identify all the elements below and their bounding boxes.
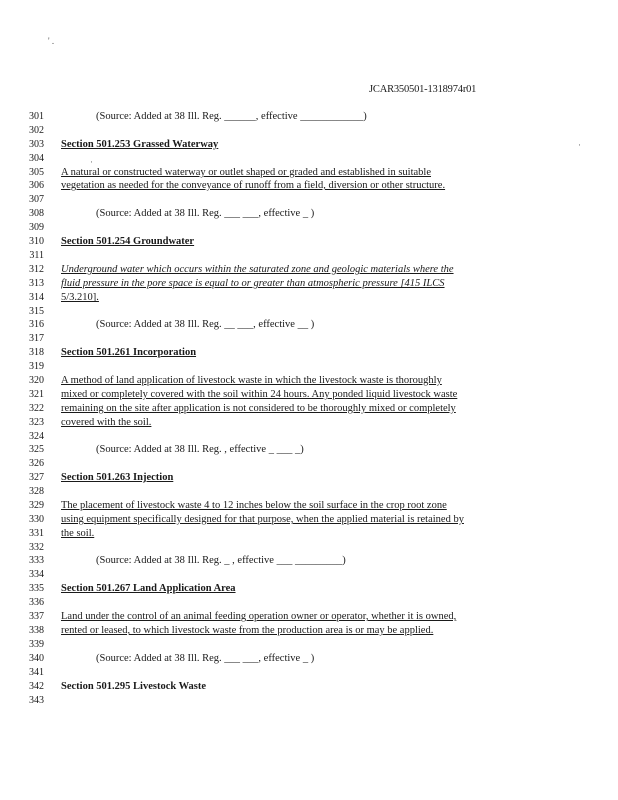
- line-number: 311: [29, 250, 44, 261]
- line-number: 302: [29, 125, 44, 136]
- underlined-text: covered with the soil.: [61, 417, 152, 428]
- underlined-text: 5/3.210].: [61, 292, 99, 303]
- definition-line: [61, 375, 526, 387]
- line-number: 324: [29, 431, 44, 442]
- line-number: 327: [29, 472, 44, 483]
- line-number: 322: [29, 403, 44, 414]
- line-number: 317: [29, 333, 44, 344]
- source-note: (Source: Added at 38 Ill. Reg. __ ___, effective __ ): [96, 319, 315, 330]
- line-number: 323: [29, 417, 44, 428]
- definition-line: [61, 403, 526, 415]
- line-number: 309: [29, 222, 44, 233]
- line-number: 334: [29, 569, 44, 580]
- line-number: 329: [29, 500, 44, 511]
- line-number: 343: [29, 695, 44, 706]
- italic-underlined-text: fluid pressure in the pore space is equal to or greater than atmospheric pressure [415 ILCS: [61, 278, 445, 289]
- source-note: (Source: Added at 38 Ill. Reg. _ , effective ___ _________): [96, 555, 346, 566]
- definition-line: [61, 389, 526, 401]
- line-number: 330: [29, 514, 44, 525]
- definition-line: [61, 514, 526, 526]
- line-number: 314: [29, 292, 44, 303]
- line-number: 338: [29, 625, 44, 636]
- section-title-livestock-waste: Section 501.295 Livestock Waste: [61, 681, 207, 692]
- section-title-incorporation: Section 501.261 Incorporation: [61, 347, 197, 358]
- underlined-text: vegetation as needed for the conveyance of runoff from a field, diversion or other structure.: [61, 180, 446, 191]
- underlined-text: the soil.: [61, 528, 95, 539]
- source-note: (Source: Added at 38 Ill. Reg. , effective _ ___ _): [96, 444, 304, 455]
- line-number: 318: [29, 347, 44, 358]
- line-number: 315: [29, 306, 44, 317]
- section-title-land-application-area: Section 501.267 Land Application Area: [61, 583, 236, 594]
- line-number: 319: [29, 361, 44, 372]
- italic-underlined-text: Underground water which occurs within the saturated zone and geologic materials where the: [61, 264, 454, 275]
- source-note: (Source: Added at 38 Ill. Reg. ___ ___, effective _ ): [96, 653, 315, 664]
- definition-line: [61, 292, 526, 304]
- line-number: 331: [29, 528, 44, 539]
- line-number: 303: [29, 139, 44, 150]
- line-number: 312: [29, 264, 44, 275]
- line-number: 328: [29, 486, 44, 497]
- line-number: 342: [29, 681, 44, 692]
- underlined-text: using equipment specifically designed for that purpose, when the applied material is retained by: [61, 514, 464, 525]
- definition-line: [61, 264, 526, 276]
- line-number: 333: [29, 555, 44, 566]
- underlined-text: Land under the control of an animal feeding operation owner or operator, whether it is owned,: [61, 611, 457, 622]
- section-title-groundwater: Section 501.254 Groundwater: [61, 236, 195, 247]
- line-number: 339: [29, 639, 44, 650]
- source-note: (Source: Added at 38 Ill. Reg. ___ ___, effective _ ): [96, 208, 315, 219]
- definition-line: [61, 625, 526, 637]
- scan-speck: ·: [578, 140, 581, 150]
- section-title-injection: Section 501.263 Injection: [61, 472, 174, 483]
- underlined-text: rented or leased, to which livestock waste from the production area is or may be applied.: [61, 625, 434, 636]
- definition-line: [61, 167, 526, 179]
- line-number: 341: [29, 667, 44, 678]
- section-title-grassed-waterway: Section 501.253 Grassed Waterway: [61, 139, 219, 150]
- line-number: 305: [29, 167, 44, 178]
- line-number: 321: [29, 389, 44, 400]
- line-number: 332: [29, 542, 44, 553]
- definition-line: [61, 528, 526, 540]
- line-number: 340: [29, 653, 44, 664]
- source-note: (Source: Added at 38 Ill. Reg. ______, effective ____________): [96, 111, 367, 122]
- scan-speck: ·: [90, 157, 93, 167]
- underlined-text: remaining on the site after application is not considered to be thoroughly mixed or completely: [61, 403, 456, 414]
- definition-line: [61, 180, 526, 192]
- line-number: 313: [29, 278, 44, 289]
- line-number: 326: [29, 458, 44, 469]
- underlined-text: A natural or constructed waterway or outlet shaped or graded and established in suitable: [61, 167, 432, 178]
- document-id: JCAR350501-1318974r01: [369, 84, 477, 95]
- line-number: 316: [29, 319, 44, 330]
- definition-line: [61, 611, 526, 623]
- line-number: 310: [29, 236, 44, 247]
- scan-specks: ' .: [48, 36, 55, 46]
- line-number: 336: [29, 597, 44, 608]
- line-number: 320: [29, 375, 44, 386]
- underlined-text: The placement of livestock waste 4 to 12 inches below the soil surface in the crop root zone: [61, 500, 447, 511]
- line-number: 337: [29, 611, 44, 622]
- line-number: 308: [29, 208, 44, 219]
- line-number: 306: [29, 180, 44, 191]
- underlined-text: A method of land application of livestock waste in which the livestock waste is thoroughly: [61, 375, 442, 386]
- line-number: 307: [29, 194, 44, 205]
- line-number: 335: [29, 583, 44, 594]
- underlined-text: mixed or completely covered with the soil within 24 hours. Any ponded liquid livestock waste: [61, 389, 458, 400]
- line-number: 304: [29, 153, 44, 164]
- definition-line: [61, 278, 526, 290]
- line-number: 325: [29, 444, 44, 455]
- definition-line: [61, 500, 526, 512]
- line-number: 301: [29, 111, 44, 122]
- definition-line: [61, 417, 526, 429]
